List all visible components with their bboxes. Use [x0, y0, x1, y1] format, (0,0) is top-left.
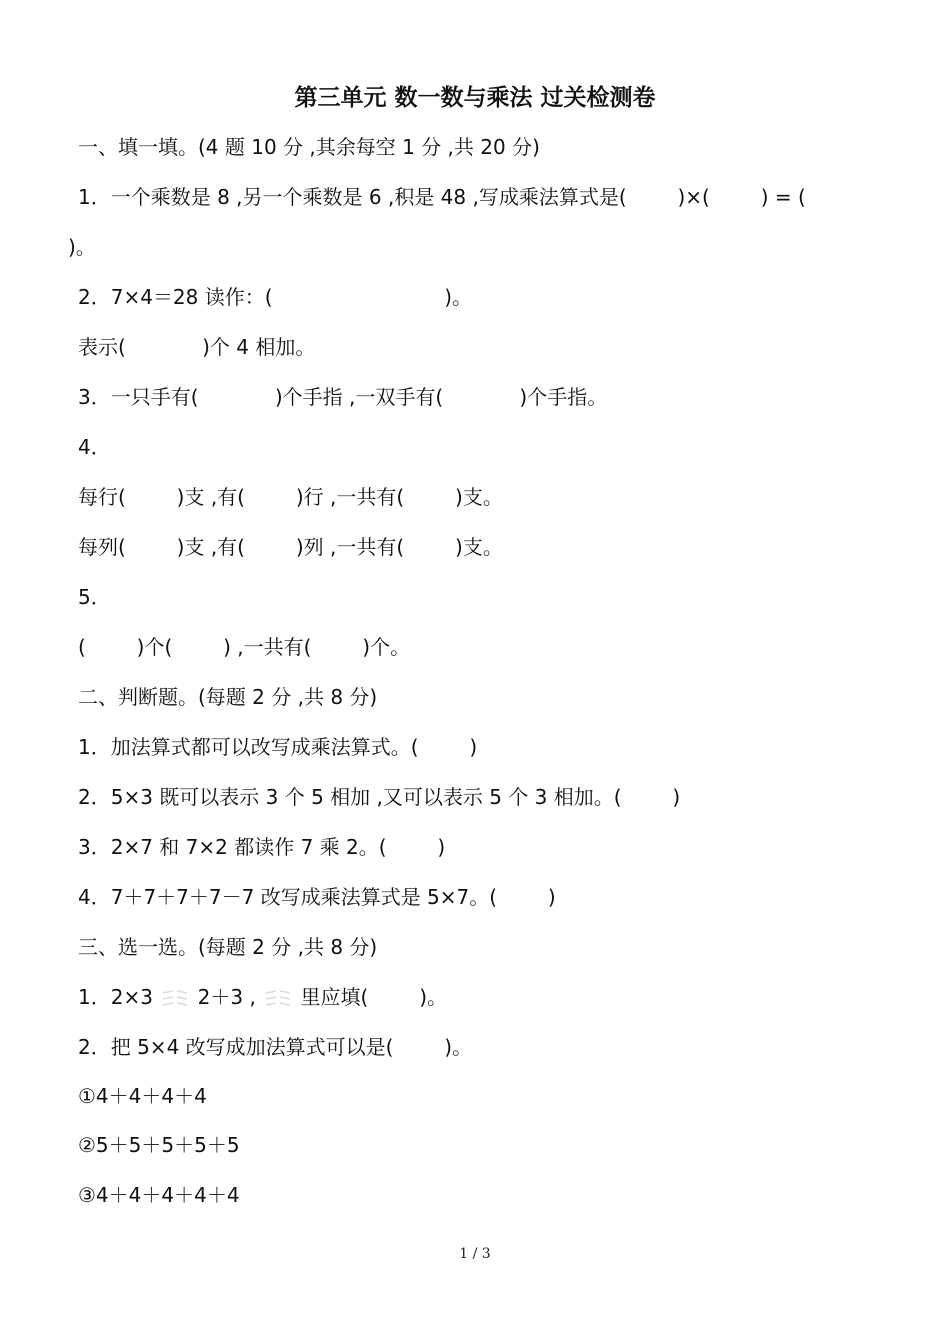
s1-q4-label: 4．: [78, 435, 111, 459]
s1-q3: 3．一只手有( )个手指 ,一双手有( )个手指。: [78, 385, 608, 409]
section1-heading: 一、填一填。(4 题 10 分 ,其余每空 1 分 ,共 20 分): [78, 135, 540, 159]
s1-q2-line1: 2．7×4＝28 读作：( )。: [78, 285, 472, 309]
s1-q4-line2: 每列( )支 ,有( )列 ,一共有( )支。: [78, 535, 503, 559]
s1-q5-line1: ( )个( ) ,一共有( )个。: [78, 635, 411, 659]
s1-q4-line1: 每行( )支 ,有( )行 ,一共有( )支。: [78, 485, 503, 509]
s3-q1-part-c: 里应填( )。: [294, 985, 448, 1009]
s3-q2-option-3: ③4＋4＋4＋4＋4: [78, 1183, 240, 1207]
s3-q1-part-b: 2＋3 ,: [191, 985, 263, 1009]
page-number: 1 / 3: [459, 1246, 491, 1262]
s1-q2-line2: 表示( )个 4 相加。: [78, 335, 316, 359]
s1-q1-line1: 1．一个乘数是 8 ,另一个乘数是 6 ,积是 48 ,写成乘法算式是( )×( ) = (: [78, 185, 806, 209]
s2-q3: 3．2×7 和 7×2 都读作 7 乘 2。( ): [78, 835, 446, 859]
s2-q1: 1．加法算式都可以改写成乘法算式。( ): [78, 735, 478, 759]
s3-q1-part-a: 1．2×3: [78, 985, 160, 1009]
s3-q2: 2．把 5×4 改写成加法算式可以是( )。: [78, 1035, 473, 1059]
s1-q1-line2: )。: [68, 235, 96, 259]
s2-q4: 4．7＋7＋7＋7－7 改写成乘法算式是 5×7。( ): [78, 885, 556, 909]
s3-q2-option-1: ①4＋4＋4＋4: [78, 1084, 207, 1108]
s1-q5-label: 5．: [78, 585, 111, 609]
s2-q2: 2．5×3 既可以表示 3 个 5 相加 ,又可以表示 5 个 3 相加。( ): [78, 785, 681, 809]
answer-box-icon: [262, 985, 294, 1013]
section2-heading: 二、判断题。(每题 2 分 ,共 8 分): [78, 685, 378, 709]
page-title: 第三单元 数一数与乘法 过关检测卷: [294, 85, 656, 111]
answer-box-icon: [159, 985, 191, 1013]
s3-q2-option-2: ②5＋5＋5＋5＋5: [78, 1133, 240, 1157]
section3-heading: 三、选一选。(每题 2 分 ,共 8 分): [78, 935, 378, 959]
s3-q1: [78, 982, 447, 1013]
